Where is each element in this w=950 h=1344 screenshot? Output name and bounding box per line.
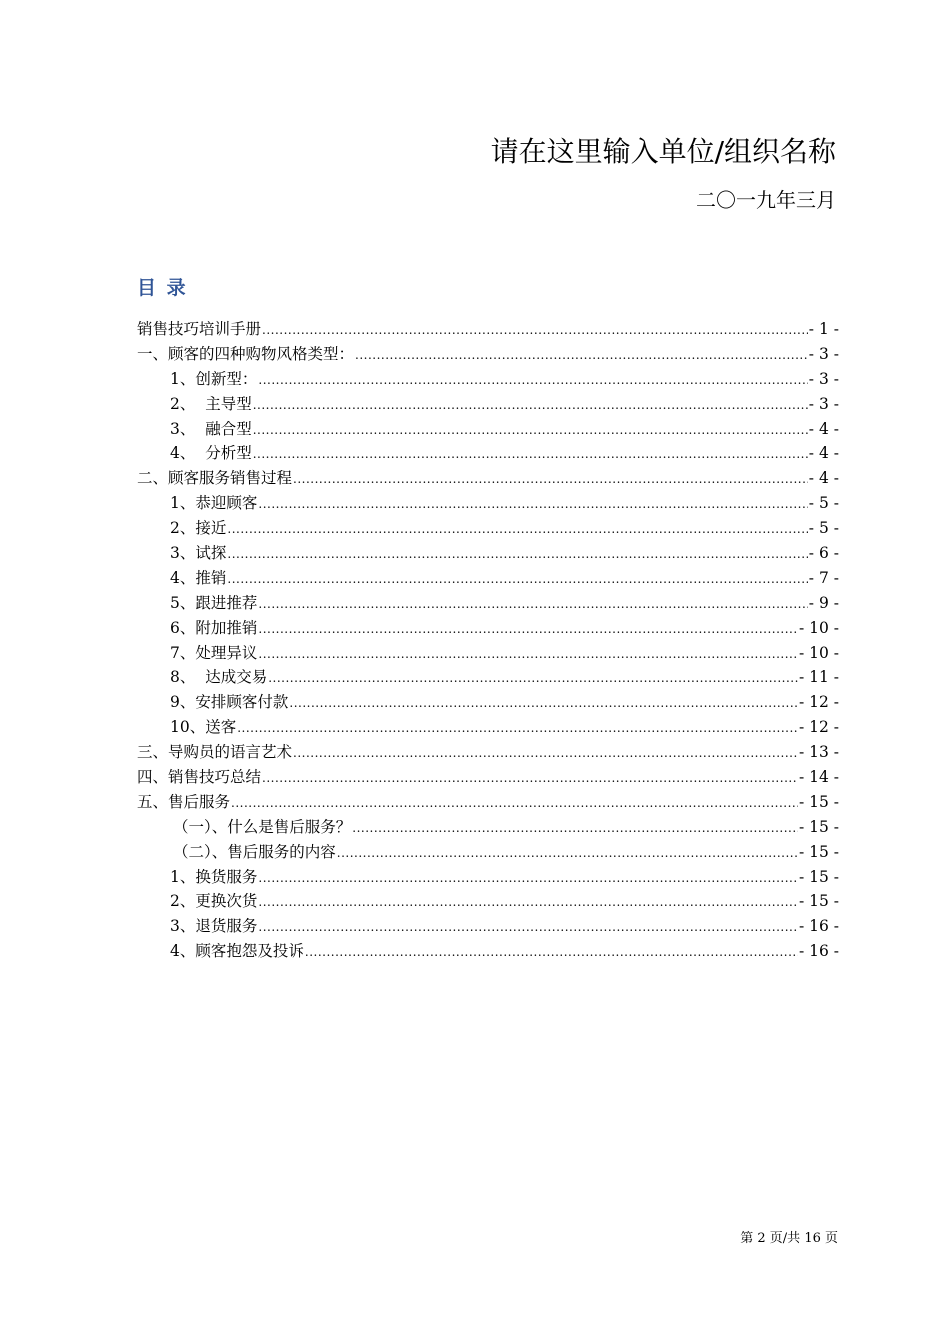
toc-entry-title[interactable]: 4、推销 [170,568,227,587]
toc-entry-page-number[interactable]: - 4 - [808,419,839,438]
toc-entry-page-number[interactable]: - 15 - [798,867,839,886]
toc-entry-title[interactable]: 5、跟进推荐 [170,593,258,612]
toc-dot-leader [253,418,808,442]
toc-entry-title[interactable]: 3、 融合型 [170,419,252,438]
toc-entry[interactable] [137,491,839,516]
toc-entry[interactable] [137,815,839,840]
toc-dot-leader [258,890,798,914]
toc-entry-page-number[interactable]: - 5 - [808,519,839,538]
toc-entry[interactable] [137,765,839,790]
toc-dot-leader [231,791,798,815]
toc-dot-leader [293,467,808,491]
toc-dot-leader [262,318,808,342]
toc-entry-page-number[interactable]: - 11 - [798,668,839,687]
toc-entry-page-number[interactable]: - 16 - [798,942,839,961]
page-footer: 第 2 页/共 16 页 [740,1231,838,1246]
document-date: 二〇一九年三月 [696,188,836,212]
toc-dot-leader [253,393,808,417]
toc-entry-page-number[interactable]: - 3 - [808,369,839,388]
toc-entry[interactable] [137,566,839,591]
toc-entry[interactable] [137,740,839,765]
toc-dot-leader [258,617,798,641]
toc-entry-title[interactable]: 9、安排顾客付款 [170,693,289,712]
toc-entry[interactable] [137,914,839,939]
toc-entry-page-number[interactable]: - 13 - [798,743,839,762]
toc-entry-page-number[interactable]: - 7 - [808,568,839,587]
table-of-contents [137,317,839,964]
toc-dot-leader [268,666,798,690]
toc-entry-title[interactable]: 2、 主导型 [170,394,252,413]
toc-entry-page-number[interactable]: - 6 - [808,544,839,563]
toc-entry[interactable] [137,417,839,442]
toc-entry[interactable] [137,690,839,715]
org-name: 请在这里输入单位/组织名称 [490,135,836,168]
toc-entry-title[interactable]: 8、 达成交易 [170,668,268,687]
toc-entry[interactable] [137,516,839,541]
toc-dot-leader [258,642,798,666]
toc-entry-title[interactable]: 销售技巧培训手册 [137,320,262,338]
toc-entry[interactable] [137,392,839,417]
toc-entry-page-number[interactable]: - 16 - [798,917,839,936]
toc-entry[interactable] [137,317,839,342]
toc-entry-page-number[interactable]: - 9 - [808,593,839,612]
toc-entry-page-number[interactable]: - 4 - [808,444,839,463]
toc-entry-page-number[interactable]: - 15 - [798,792,839,811]
toc-entry[interactable] [137,715,839,740]
toc-entry-title[interactable]: （二）、售后服务的内容 [173,842,336,861]
toc-entry[interactable] [137,790,839,815]
toc-entry-page-number[interactable]: - 12 - [798,693,839,712]
toc-entry-title[interactable]: 一、顾客的四种购物风格类型： [137,344,355,363]
toc-entry-page-number[interactable]: - 1 - [808,320,839,338]
toc-dot-leader [227,567,807,591]
toc-entry-title[interactable]: 3、退货服务 [170,917,258,936]
toc-dot-leader [262,766,798,790]
toc-entry-page-number[interactable]: - 5 - [808,494,839,513]
toc-entry-title[interactable]: 7、处理异议 [170,643,258,662]
toc-entry-page-number[interactable]: - 3 - [808,344,839,363]
toc-entry[interactable] [137,591,839,616]
toc-entry-title[interactable]: 2、接近 [170,519,227,538]
toc-entry-page-number[interactable]: - 12 - [798,718,839,737]
toc-entry-title[interactable]: 4、顾客抱怨及投诉 [170,942,304,961]
toc-entry[interactable] [137,441,839,466]
toc-dot-leader [258,592,807,616]
toc-dot-leader [237,716,798,740]
toc-heading: 目 录 [137,277,188,299]
toc-entry-title[interactable]: 4、 分析型 [170,444,252,463]
toc-dot-leader [305,940,798,964]
toc-entry-title[interactable]: 10、送客 [170,718,237,737]
toc-entry[interactable] [137,541,839,566]
toc-dot-leader [293,741,798,765]
toc-entry-title[interactable]: 二、顾客服务销售过程 [137,469,293,488]
toc-dot-leader [258,492,807,516]
toc-entry-title[interactable]: 五、售后服务 [137,792,231,811]
toc-entry-page-number[interactable]: - 3 - [808,394,839,413]
toc-entry-title[interactable]: 1、换货服务 [170,867,258,886]
toc-dot-leader [289,691,798,715]
toc-entry-title[interactable]: （一）、什么是售后服务？ [173,817,352,836]
toc-entry[interactable] [137,616,839,641]
toc-entry-title[interactable]: 三、导购员的语言艺术 [137,743,293,762]
toc-entry[interactable] [137,840,839,865]
toc-entry-title[interactable]: 四、销售技巧总结 [137,768,262,787]
toc-dot-leader [227,517,807,541]
toc-entry-title[interactable]: 2、更换次货 [170,892,258,911]
toc-entry[interactable] [137,939,839,964]
toc-dot-leader [253,442,808,466]
toc-dot-leader [258,368,807,392]
toc-entry-title[interactable]: 6、附加推销 [170,618,258,637]
toc-dot-leader [355,343,808,367]
toc-dot-leader [352,816,798,840]
toc-entry[interactable] [137,889,839,914]
toc-entry-page-number[interactable]: - 15 - [798,817,839,836]
toc-entry-page-number[interactable]: - 14 - [798,768,839,787]
toc-entry-page-number[interactable]: - 10 - [798,618,839,637]
toc-entry-title[interactable]: 1、恭迎顾客 [170,494,258,513]
toc-entry-title[interactable]: 1、创新型： [170,369,258,388]
toc-entry[interactable] [137,665,839,690]
toc-entry[interactable] [137,466,839,491]
toc-dot-leader [227,542,807,566]
toc-entry-page-number[interactable]: - 4 - [808,469,839,488]
toc-entry[interactable] [137,367,839,392]
toc-entry[interactable] [137,865,839,890]
toc-dot-leader [258,915,798,939]
toc-entry-page-number[interactable]: - 15 - [798,842,839,861]
toc-dot-leader [337,841,798,865]
toc-entry-page-number[interactable]: - 15 - [798,892,839,911]
toc-entry-title[interactable]: 3、试探 [170,544,227,563]
toc-entry[interactable] [137,342,839,367]
toc-dot-leader [258,866,798,890]
toc-entry-page-number[interactable]: - 10 - [798,643,839,662]
toc-entry[interactable] [137,641,839,666]
